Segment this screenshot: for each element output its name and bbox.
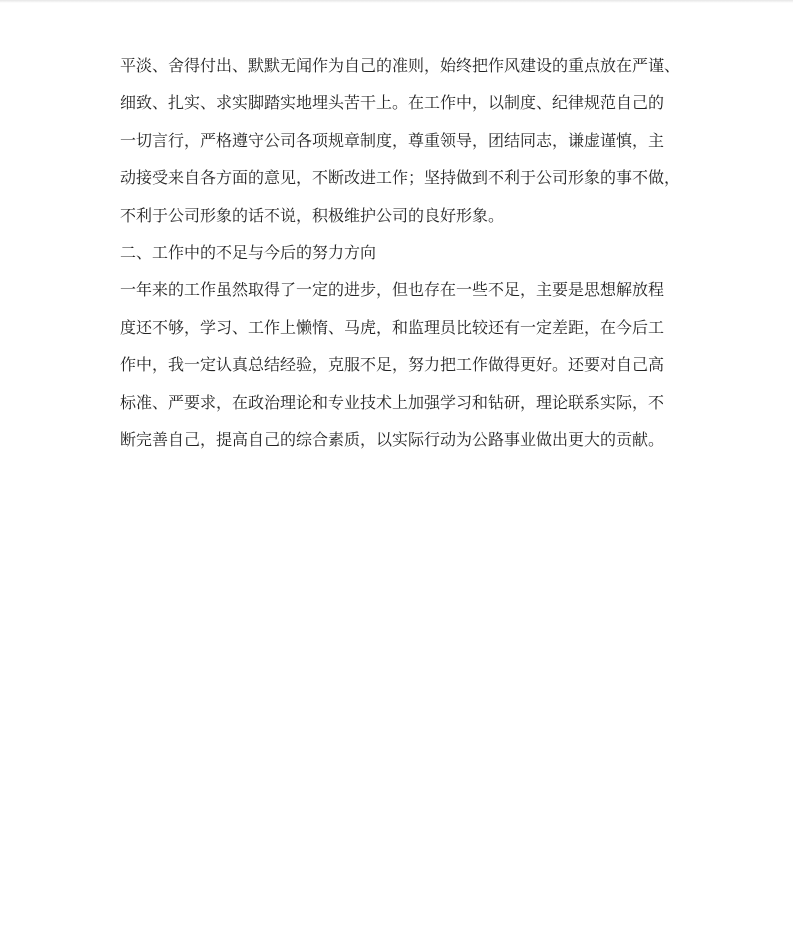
paragraph-line: 作中，我一定认真总结经验，克服不足，努力把工作做得更好。还要对自己高 <box>120 355 665 375</box>
page-top-edge <box>0 0 793 3</box>
paragraph-line: 一切言行，严格遵守公司各项规章制度，尊重领导，团结同志，谦虚谨慎，主 <box>120 130 665 150</box>
paragraph-line: 断完善自己，提高自己的综合素质，以实际行动为公路事业做出更大的贡献。 <box>120 429 665 449</box>
paragraph-line: 不利于公司形象的话不说，积极维护公司的良好形象。 <box>120 205 505 225</box>
paragraph-line: 动接受来自各方面的意见，不断改进工作；坚持做到不利于公司形象的事不做， <box>120 168 681 188</box>
paragraph-line: 度还不够，学习、工作上懒惰、马虎，和监理员比较还有一定差距，在今后工 <box>120 317 665 337</box>
paragraph-line: 平淡、舍得付出、默默无闻作为自己的准则，始终把作风建设的重点放在严谨、 <box>120 56 681 75</box>
paragraph-line: 细致、扎实、求实脚踏实地埋头苦干上。在工作中，以制度、纪律规范自己的 <box>120 93 665 113</box>
section-heading: 二、工作中的不足与今后的努力方向 <box>120 242 377 262</box>
document-page <box>120 47 700 458</box>
paragraph-line: 标准、严要求，在政治理论和专业技术上加强学习和钻研，理论联系实际，不 <box>120 392 665 412</box>
paragraph-line: 一年来的工作虽然取得了一定的进步，但也存在一些不足，主要是思想解放程 <box>120 280 665 300</box>
